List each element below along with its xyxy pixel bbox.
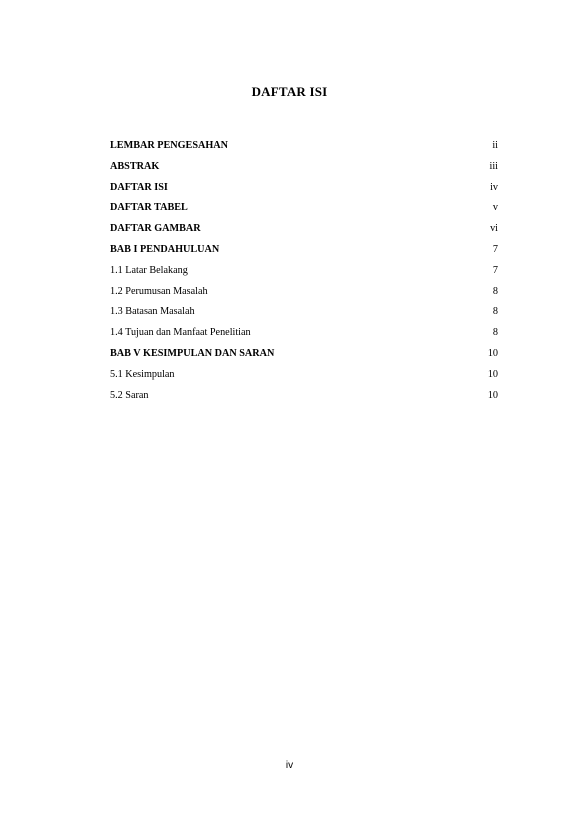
- toc-entry-page: 10: [487, 389, 498, 401]
- toc-entry-label: 1.1 Latar Belakang: [110, 264, 188, 276]
- toc-entry-label: 1.3 Batasan Masalah: [110, 306, 195, 318]
- toc-entry-label: 5.2 Saran: [110, 389, 149, 401]
- toc-entry-label: DAFTAR ISI: [110, 181, 168, 193]
- toc-entry-label: 1.4 Tujuan dan Manfaat Penelitian: [110, 327, 251, 339]
- toc-entry[interactable]: [110, 386, 498, 407]
- toc-entry-label: 1.2 Perumusan Masalah: [110, 285, 208, 297]
- toc-entry-page: ii: [492, 140, 498, 151]
- toc-entry-label: BAB V KESIMPULAN DAN SARAN: [110, 347, 275, 359]
- toc-entry[interactable]: [110, 178, 498, 199]
- toc-entry-page: 8: [492, 306, 498, 318]
- toc-entry[interactable]: [110, 302, 498, 323]
- toc-entry[interactable]: [110, 365, 498, 386]
- toc-entry-page: v: [492, 202, 498, 214]
- toc-entry[interactable]: [110, 344, 498, 365]
- toc-entry[interactable]: [110, 136, 498, 157]
- toc-entry-page: vi: [490, 223, 498, 235]
- toc-entry-label: BAB I PENDAHULUAN: [110, 243, 220, 255]
- toc-entry[interactable]: [110, 198, 498, 219]
- toc-entry-page: 8: [492, 285, 498, 297]
- toc-entry[interactable]: [110, 240, 498, 261]
- toc-entry-page: 7: [492, 264, 498, 276]
- toc-list: [110, 136, 498, 406]
- toc-entry-label: ABSTRAK: [110, 160, 160, 172]
- toc-entry-label: DAFTAR TABEL: [110, 202, 188, 214]
- toc-entry-label: DAFTAR GAMBAR: [110, 223, 201, 235]
- toc-entry-label: 5.1 Kesimpulan: [110, 368, 175, 380]
- toc-entry-page: 10: [487, 368, 498, 380]
- toc-title: DAFTAR ISI: [251, 84, 328, 99]
- toc-entry[interactable]: [110, 282, 498, 303]
- toc-entry-page: 8: [492, 327, 498, 339]
- toc-entry-page: 7: [492, 243, 498, 255]
- toc-entry-label: LEMBAR PENGESAHAN: [110, 140, 229, 151]
- page-number: iv: [285, 760, 294, 771]
- toc-entry-page: iv: [490, 181, 498, 193]
- toc-entry[interactable]: [110, 323, 498, 344]
- toc-entry-page: iii: [489, 160, 498, 172]
- toc-entry[interactable]: [110, 261, 498, 282]
- toc-entry-page: 10: [487, 347, 498, 359]
- toc-entry[interactable]: [110, 219, 498, 240]
- toc-entry[interactable]: [110, 157, 498, 178]
